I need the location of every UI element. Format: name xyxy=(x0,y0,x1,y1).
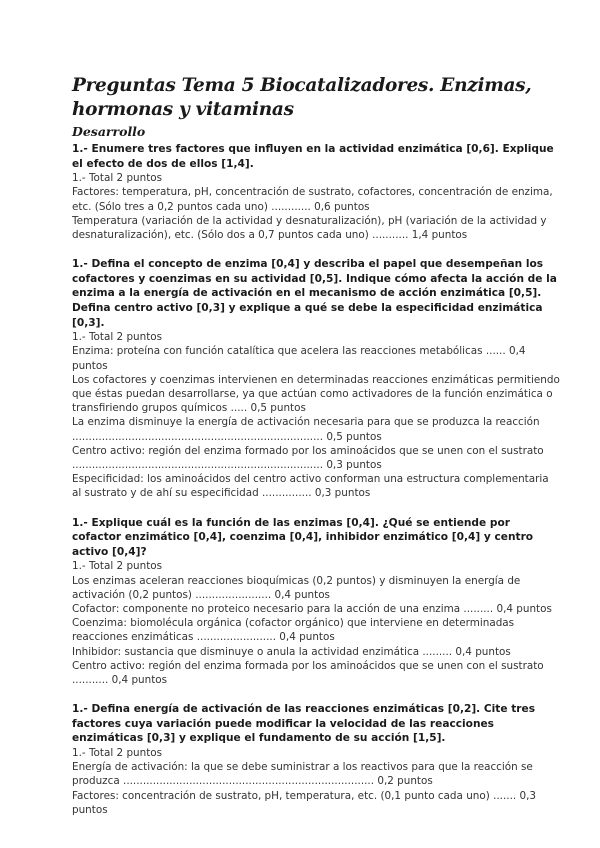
question-block-1 xyxy=(72,142,560,242)
question-text: 1.- Enumere tres factores que influyen en la actividad enzimática [0,6]. Explique el efecto de dos de ellos [1,4]. xyxy=(72,143,554,170)
answer-line: 1.- Total 2 puntos xyxy=(72,331,163,344)
question-block-4 xyxy=(72,702,560,817)
answer-line: 1.- Total 2 puntos xyxy=(72,172,163,185)
answer-line: 1.- Total 2 puntos xyxy=(72,560,163,573)
answer-line: Factores: concentración de sustrato, pH, temperatura, etc. (0,1 punto cada uno) ....... 0,3 puntos xyxy=(72,789,537,816)
answer-line: Factores: temperatura, pH, concentración de sustrato, cofactores, concentración de enzima, etc. (Sólo tres a 0,2 puntos cada uno) ............ 0,6 puntos xyxy=(72,186,553,213)
answer-line: 1.- Total 2 puntos xyxy=(72,747,163,759)
answer-line: Coenzima: biomolécula orgánica (cofactor orgánico) que interviene en determinadas reacciones enzimáticas ........................ 0,4 puntos xyxy=(72,617,515,644)
section-subtitle: Desarrollo xyxy=(72,124,146,139)
answer-line: Cofactor: componente no proteico necesario para la acción de una enzima ......... 0,4 puntos xyxy=(72,603,552,615)
question-block-3 xyxy=(72,516,560,688)
page-title: Preguntas Tema 5 Biocatalizadores. Enzimas, hormonas y vitaminas xyxy=(72,75,532,120)
answer-line: Temperatura (variación de la actividad y desnaturalización), pH (variación de la actividad y desnaturalización), etc. (Sólo dos a 0,7 puntos cada uno) ........... 1,4 puntos xyxy=(72,214,547,241)
answer-line: Enzima: proteína con función catalítica que acelera las reacciones metabólicas ...... 0,4 puntos xyxy=(72,345,526,372)
question-text: 1.- Explique cuál es la función de las enzimas [0,4]. ¿Qué se entiende por cofactor enzimático [0,4], coenzima [0,4], inhibidor enzimático [0,4] y centro activo [0,4]? xyxy=(72,516,534,558)
question-text: 1.- Defina energía de activación de las reacciones enzimáticas [0,2]. Cite tres factores cuya variación puede modificar la velocidad de las reacciones enzimáticas [0,3] y explique el fundamento de su acción [1,5]. xyxy=(72,703,536,745)
answer-line: Los enzimas aceleran reacciones bioquímicas (0,2 puntos) y disminuyen la energía de activación (0,2 puntos) ....................... 0,4 puntos xyxy=(72,574,521,601)
answer-line: Especificidad: los aminoácidos del centro activo conforman una estructura complementaria al sustrato y de ahí su especificidad ............... 0,3 puntos xyxy=(72,473,549,500)
question-text: 1.- Defina el concepto de enzima [0,4] y describa el papel que desempeñan los cofactores y coenzimas en su actividad [0,5]. Indique cómo afecta la acción de la enzima a la energía de activación en el mecanismo de acción enzimática [0,5]. Defina centro activo [0,3] y explique a qué se debe la especificidad enzimática [0,3]. xyxy=(72,258,557,329)
answer-line: Centro activo: región del enzima formado por los aminoácidos que se unen con el sustrato ............................................................................ 0,3 puntos xyxy=(72,444,544,471)
question-block-2 xyxy=(72,257,560,500)
answer-line: Inhibidor: sustancia que disminuye o anula la actividad enzimática ......... 0,4 puntos xyxy=(72,645,511,658)
answer-line: La enzima disminuye la energía de activación necesaria para que se produzca la reacción ............................................................................ 0,5 puntos xyxy=(72,416,540,443)
answer-line: Centro activo: región del enzima formada por los aminoácidos que se unen con el sustrato ........... 0,4 puntos xyxy=(72,659,544,687)
answer-line: Los cofactores y coenzimas intervienen en determinadas reacciones enzimáticas permitiendo que éstas puedan desarrollarse, ya que actúan como activadores de la función enzimática o transfiriendo grupos químicos ..... 0,5 puntos xyxy=(72,373,560,415)
answer-line: Energía de activación: la que se debe suministrar a los reactivos para que la reacción se produzca ............................................................................ 0,2 puntos xyxy=(72,761,533,788)
